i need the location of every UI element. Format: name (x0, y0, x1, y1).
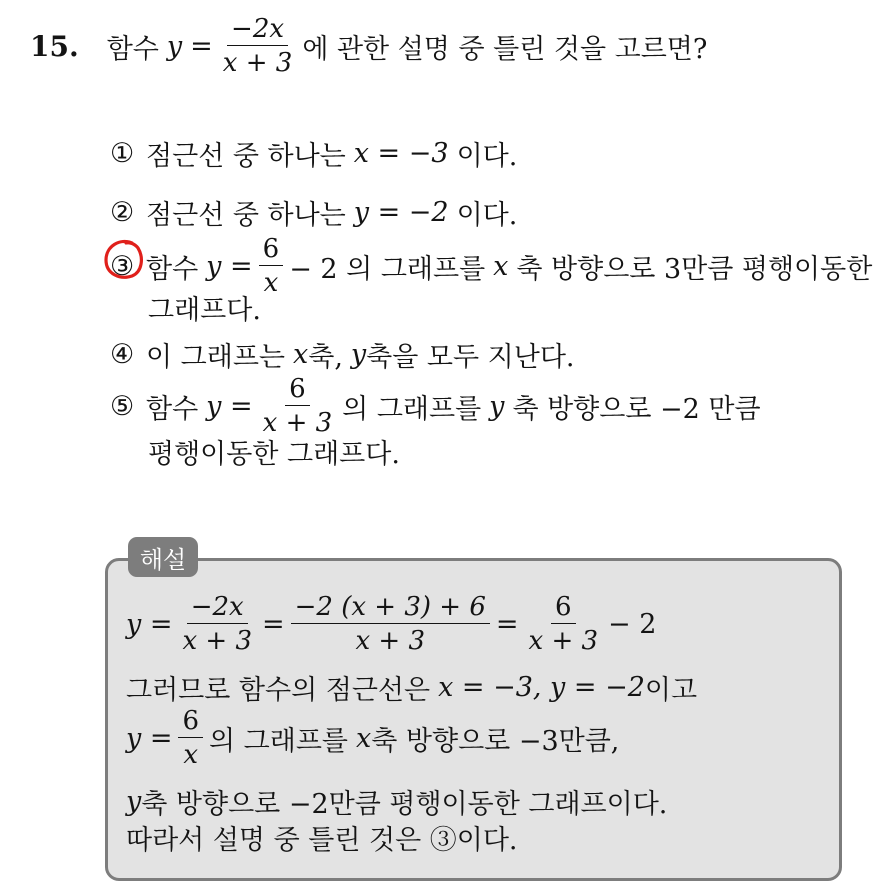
option-3[interactable] (110, 236, 872, 296)
question-line (30, 16, 707, 76)
solution-fraction-3 (525, 594, 603, 654)
solution-line-3-axis: x (356, 722, 372, 754)
solution-line-3-post: 축 방향으로 −3만큼, (371, 725, 620, 757)
solution-line-1 (126, 594, 656, 654)
solution-fraction-1 (178, 594, 256, 654)
solution-eq-2: = (262, 608, 285, 640)
option-4-t2: 축을 모두 지난다. (366, 342, 575, 373)
question-number: 15. (30, 29, 79, 63)
option-5-pre: 함수 (146, 393, 199, 425)
question-prefix: 함수 (106, 33, 159, 65)
option-4-marker: ④ (110, 339, 135, 370)
option-2[interactable] (110, 193, 517, 232)
solution-line-2-post: 이고 (644, 675, 698, 706)
question-suffix: 에 관한 설명 중 틀린 것을 고르면? (302, 33, 708, 65)
solution-f3-num: 6 (551, 594, 576, 624)
solution-line-3-num: 6 (178, 708, 203, 738)
question-denominator: x + 3 (222, 48, 293, 78)
option-5-mid: 의 그래프를 (342, 393, 482, 425)
option-4-axis-y: y (350, 339, 367, 370)
option-4-axis-x: x (293, 339, 309, 370)
option-3-denominator: x (263, 268, 279, 298)
solution-line-2 (126, 668, 697, 707)
option-2-marker: ② (110, 197, 135, 228)
solution-line-3 (126, 708, 619, 768)
option-5-denominator: x + 3 (262, 408, 333, 438)
option-1-text: 점근선 중 하나는 (146, 141, 346, 172)
option-3-axis: x (493, 250, 509, 282)
solution-eq-3: = (495, 608, 519, 640)
solution-f1-den: x + 3 (182, 626, 252, 656)
solution-line-3-den: x (183, 740, 199, 770)
option-3-fraction (259, 236, 284, 296)
option-1-post: 이다. (456, 141, 518, 172)
solution-line-2-pre: 그러므로 함수의 점근선은 (126, 675, 431, 706)
solution-y: y = (126, 608, 173, 640)
solution-f2-num: −2 (x + 3) + 6 (291, 594, 490, 624)
option-5-fraction (259, 376, 337, 436)
question-eq: = (190, 30, 213, 62)
option-5-line2: 평행이동한 그래프다. (148, 439, 400, 470)
option-5[interactable] (110, 376, 761, 436)
option-3-marker: ③ (110, 250, 135, 282)
solution-f2-den: x + 3 (355, 626, 426, 656)
option-3-pre: 함수 (146, 253, 199, 285)
solution-line-4-post: 축 방향으로 −2만큼 평행이동한 그래프이다. (141, 789, 668, 820)
solution-f1-num: −2x (187, 594, 248, 624)
solution-line-4-axis: y (126, 786, 142, 817)
option-5-axis: y (489, 390, 505, 422)
option-2-expr: y = −2 (353, 197, 449, 228)
question-fraction (219, 16, 297, 76)
solution-line-4 (126, 782, 667, 821)
question-numerator: −2x (227, 16, 288, 46)
option-3-numerator: 6 (259, 236, 284, 266)
solution-f3-den: x + 3 (528, 626, 599, 656)
option-2-text: 점근선 중 하나는 (146, 200, 346, 231)
option-1-expr: x = −3 (353, 138, 449, 169)
solution-line-3-y: y = (126, 722, 173, 754)
option-3-line2: 그래프다. (148, 295, 261, 326)
option-5-marker: ⑤ (110, 390, 135, 422)
solution-line-2-expr: x = −3, y = −2 (438, 672, 645, 703)
question-var: y (166, 30, 183, 62)
solution-tail: − 2 (608, 608, 657, 640)
solution-line-3-fraction (178, 708, 203, 768)
option-2-post: 이다. (456, 200, 518, 231)
option-4[interactable] (110, 335, 575, 374)
option-3-mid: − 2 의 그래프를 (289, 253, 486, 285)
solution-line-5: 따라서 설명 중 틀린 것은 ③이다. (126, 825, 518, 856)
option-3-var: y = (206, 250, 253, 282)
option-5-var: y = (206, 390, 253, 422)
option-4-t1: 축, (308, 342, 343, 373)
solution-line-3-mid: 의 그래프를 (209, 725, 349, 757)
option-1[interactable] (110, 134, 517, 173)
option-5-post: 축 방향으로 −2 만큼 (512, 393, 761, 425)
option-4-pre: 이 그래프는 (146, 342, 285, 373)
option-3-post: 축 방향으로 3만큼 평행이동한 (516, 253, 873, 285)
option-5-numerator: 6 (285, 376, 310, 406)
solution-tag: 해설 (128, 537, 198, 577)
option-1-marker: ① (110, 138, 135, 169)
solution-fraction-2 (291, 594, 490, 654)
